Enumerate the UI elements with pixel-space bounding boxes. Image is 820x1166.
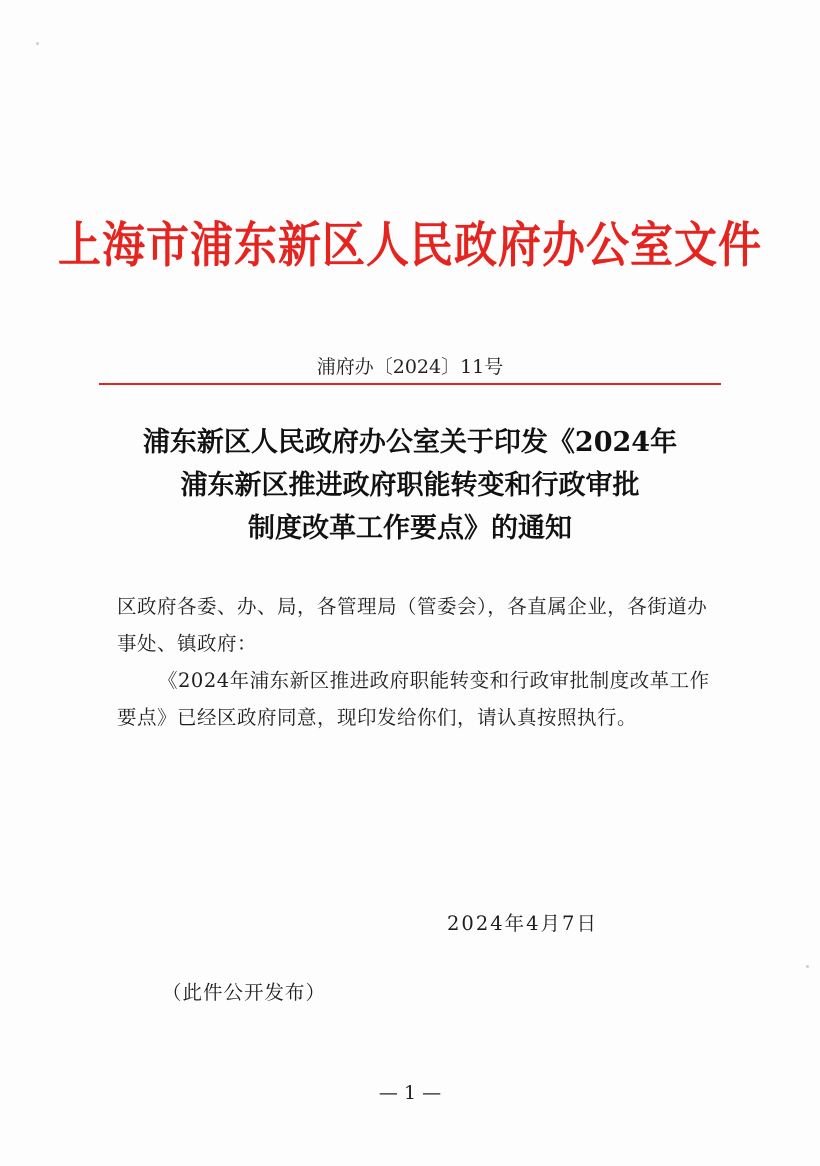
red-divider-line: [99, 383, 721, 385]
page-number: — 1 —: [378, 1082, 442, 1104]
body-paragraph: 《2024年浦东新区推进政府职能转变和行政审批制度改革工作要点》已经区政府同意，现印发给你们，请认真按照执行。: [117, 669, 710, 729]
title-line-2: 浦东新区推进政府职能转变和行政审批: [180, 470, 640, 501]
recipients-text: 区政府各委、办、局，各管理局（管委会），各直属企业，各街道办事处、镇政府：: [117, 595, 708, 655]
issue-date: 2024年4月7日: [447, 912, 598, 935]
scan-speck: [806, 965, 809, 968]
scan-speck: [36, 42, 39, 45]
title-line-1: 浦东新区人民政府办公室关于印发《2024年: [142, 427, 678, 458]
publish-note: （此件公开发布）: [162, 981, 327, 1004]
document-number: 浦府办〔2024〕11号: [316, 356, 504, 378]
document-title: [0, 421, 820, 550]
issuer-header: 上海市浦东新区人民政府办公室文件: [58, 217, 762, 274]
title-line-3: 制度改革工作要点》的通知: [248, 513, 572, 544]
